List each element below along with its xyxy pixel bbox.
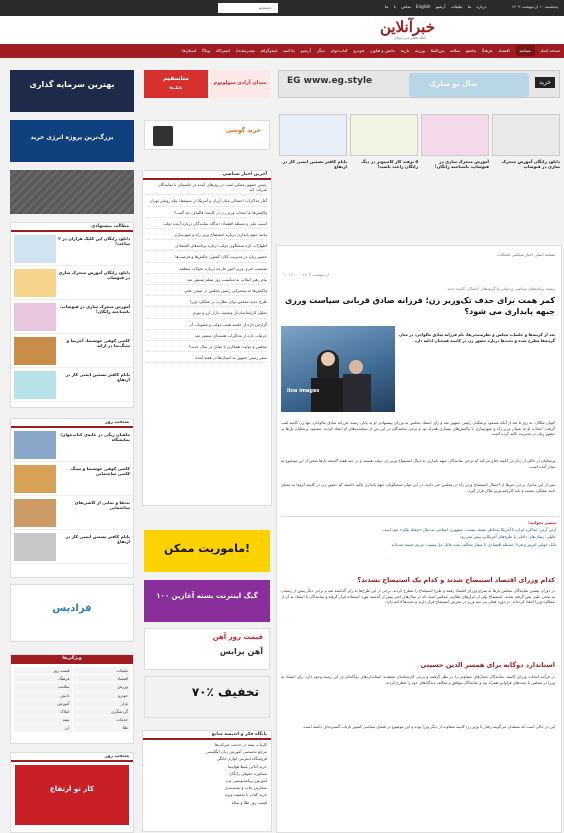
ad-phone-title: خرید گوشی: [225, 127, 261, 134]
resource-link[interactable]: خرید آنلاین بلیط هواپیما: [227, 763, 267, 769]
list-item-title: باتام کافتر تضمین ایمنی کار در ارتفاع: [65, 534, 130, 544]
pick-of-day-box: [10, 418, 134, 578]
card-ad[interactable]: [279, 114, 347, 206]
feature-link[interactable]: املاک: [14, 708, 72, 715]
card-title[interactable]: دانلود رایگان آموزش متحرک سازی در فتوشاپ: [501, 159, 560, 169]
search-input[interactable]: جستجو...: [218, 3, 278, 13]
news-item[interactable]: واکنش‌ها به انتخاب وزیر زن در کابینه؛ قالیباف چه گفت؟: [147, 210, 267, 218]
news-item[interactable]: سفر رئیس جمهور به استان‌ها در هفته آینده: [147, 355, 267, 363]
middle-column: [140, 62, 272, 833]
article-body-3: پس از این ماجرا، برخی خبرها از احتمال استیضاح وزیر راه در مجلس خبر دادند. در این میان سخنگویان جبهه پایداری تاکید داشتند که حضور زن در کابینه لزوما به معنای تایید عملکرد نیست و باید کارنامه وزیر ملاک قرار گیرد.: [281, 482, 555, 493]
section-heading-2: استاندارد دوگانه برای همسر الدین حسینی: [420, 661, 555, 669]
feature-link[interactable]: خدمات: [73, 716, 131, 723]
news-item[interactable]: اظهارات تازه سخنگوی دولت درباره برنامه‌های اقتصادی: [147, 243, 267, 251]
card-image: [279, 114, 347, 156]
article-lead: پیشنه برنامه‌های سیاسی و دولتی با گزینه‌های احتمالی کابینه جدید: [447, 286, 555, 291]
news-item[interactable]: رئیس جمهور ممکن است در روزهای آینده در جلسه‌ای با نمایندگان شرکت کند: [147, 182, 267, 195]
list-item-title: نت‌ها و نمایی از کاشی‌های ساختمانی: [74, 500, 130, 510]
article-photo: [281, 326, 395, 412]
article-body-1: کیوان ملکان: نه روز ۵ بعد از آنکه مسعود پزشکیان رئیس جمهور شد و رای اعتماد مجلس به وزرای پیشنهادی او به پایان رسید، فرزانه صادق مالواجرد تنها زن کابینه لقب گرفت. انتخاب او به عنوان وزیر راه و شهرسازی با واکنش‌های بسیاری همراه بود و برخی نمایندگان در این بین از سیاست‌های او انتقاد کردند. مسعود پزشکیان بارها بر حضور زنان در مدیریت تاکید کرده است.: [281, 420, 555, 437]
nav-item[interactable]: چندرسانه‌ای: [235, 48, 255, 53]
nav-item[interactable]: صفحه اصلی: [540, 48, 560, 53]
ad-rolling[interactable]: میدان آزادی سولوتوم: [210, 70, 270, 98]
main-column: [276, 62, 562, 833]
feature-link[interactable]: بازار: [73, 700, 131, 707]
ad-takhfif[interactable]: ۷۰٪ تخفیف: [144, 676, 270, 718]
related-title: بیشتر بخوانید:: [527, 520, 556, 525]
list-thumb: [14, 499, 56, 527]
resource-link[interactable]: سفارش چاپ و بسته‌بندی: [224, 785, 267, 791]
card-title[interactable]: آموزش متحرک سازی در فتوشاپ، ناشناخته رایگان!: [434, 159, 489, 169]
list-item-title: باتام کافتر تضمین ایمنی کار در ارتفاع: [65, 372, 130, 382]
logo-title: خبرآنلاین: [380, 18, 435, 36]
list-thumb: [14, 533, 56, 561]
section-2-text: در فرآیند انتخاب وزرای کابینه، نمایندگان معیارهای متفاوتی را در نظر گرفتند و برخی کارشناسان معتقدند استانداردهای دوگانه‌ای در این زمینه وجود دارد. رای اعتماد به وزرا در مجلس با بحث‌های فراوانی همراه بود و نمایندگان موافق و مخالف دیدگاه‌های خود را مطرح کردند.: [281, 674, 555, 685]
nav-item[interactable]: اینفوگرافی: [260, 48, 278, 53]
feature-link[interactable]: بیمه: [14, 716, 72, 723]
list-item[interactable]: [11, 428, 133, 462]
links-box: [142, 730, 272, 832]
card-image: [492, 114, 560, 156]
nav-item[interactable]: وبلاگ: [202, 48, 210, 53]
news-item[interactable]: حضور زنان در مدیریت کلان کشور؛ چالش‌ها و فرصت‌ها: [147, 254, 267, 262]
ad-kar[interactable]: کار تو ارتفاع: [15, 765, 129, 825]
main-nav: [0, 44, 564, 58]
eg-banner[interactable]: [278, 70, 560, 98]
news-item[interactable]: پیام رهبر انقلاب به مناسبت روز معلم منتشر شد: [147, 277, 267, 285]
resource-link[interactable]: مرجع تخصصی آموزش زبان انگلیسی: [205, 749, 267, 755]
nav-item[interactable]: جامعه: [465, 48, 477, 53]
news-item[interactable]: امنیت ملی و مسئله اقتصاد؛ دیدگاه نمایندگان درباره آینده دولت: [147, 221, 267, 229]
list-item[interactable]: [11, 334, 133, 368]
list-item-title: دانلود رایگان این کلیک هزاران در ۲ ساعت!: [58, 236, 130, 246]
card-title[interactable]: باتام کافتر تضمین ایمنی کار در ارتفاع: [282, 159, 347, 169]
list-item[interactable]: [11, 232, 133, 266]
news-item[interactable]: طرح جدید مجلس برای نظارت بر عملکرد وزرا: [147, 299, 267, 307]
list-thumb: [14, 235, 56, 263]
nav-item[interactable]: کتاب‌خوانی: [330, 48, 348, 53]
features-heading: ویژگی‌ها: [11, 655, 133, 664]
article-meta: ۱۰ اردیبهشت ۱۴۰۳ - ۱۲:۰۰: [283, 272, 329, 277]
related-box: [281, 516, 559, 568]
list-item[interactable]: [11, 496, 133, 530]
article-body-2: پزشکیان در حالی از زنان در کابینه دفاع می‌کند که برخی نمایندگان جبهه پایداری به دنبال استیضاح وزیر زن دولت هستند و در چند هفته گذشته بارها سخن از این موضوع به میان آمده است.: [281, 458, 555, 469]
suggested-heading: مطالب پیشنهادی: [11, 223, 133, 232]
ad-ahan[interactable]: [144, 628, 270, 670]
nav-item[interactable]: بین‌الملل: [430, 48, 445, 53]
nav-item[interactable]: آرشیو: [300, 48, 311, 53]
news-item[interactable]: تحلیل کارشناسان از وضعیت بازار ارز و تورم: [147, 310, 267, 318]
top-bar: [0, 0, 564, 16]
article-summary: بعد از گزینه‌ها و جلسات مجلس و نظرسنجی‌ها، نام فرزانه صادق مالواجرد در میان گزینه‌ها مطرح شده و بحث‌ها درباره حضور زن در کابینه همچنان ادامه دارد.: [399, 332, 555, 343]
breadcrumb[interactable]: صفحه اصلی اخبار سیاسی انتخابات: [496, 252, 555, 257]
list-item-title: ماهیان رنگی در خانه‌ی کتاب‌خوان؛ نمایشگاه: [60, 432, 130, 442]
pick-of-day-2: [10, 752, 134, 833]
nav-item[interactable]: استان‌ها: [182, 48, 197, 53]
ad-tile[interactable]: [10, 170, 134, 214]
ad-money[interactable]: بزرگ‌ترین پروژه انرژی خرید: [10, 120, 134, 162]
nav-item[interactable]: دیگر: [316, 48, 325, 53]
nav-item[interactable]: ورزش: [415, 48, 425, 53]
ad-ahan-title: قیمت روز آهن: [212, 633, 263, 641]
section-heading-1: کدام وزرای اقتصاد استیضاح شدند و کدام یک استیضاح نشدند؟: [357, 576, 555, 584]
related-link[interactable]: جلیلی: پیمان‌های داخلی با طرح‌های آمریکایی پیش نمی‌رود: [459, 534, 556, 540]
ad-ahan-brand: آهن پرایس: [219, 647, 263, 656]
feature-link[interactable]: قیمت روز: [14, 667, 72, 674]
card-ad[interactable]: [350, 114, 418, 206]
feature-link[interactable]: طلا: [73, 724, 131, 731]
related-link[interactable]: آرتی آرتی: مذاکره ایران با آمریکا به‌خاطر ضعف نیست؛ جمهوری اسلامی به‌دنبال «حفظ بقای» خود است: [382, 527, 556, 533]
list-item-title: دانلود رایگان آموزش متحرک سازی در فتوشاپ: [58, 270, 130, 280]
nav-item[interactable]: اشتراکات: [215, 48, 230, 53]
list-thumb: [14, 337, 56, 365]
top-links[interactable]: تماس با ما English درباره ما تبلیغات آرشیو: [385, 4, 487, 9]
section-3-text: این در حالی است که منتقدان می‌گویند رفتار با وزیر زن کابینه متفاوت از دیگر وزرا بوده و این موضوع در فضای سیاسی کشور بازتاب گسترده‌ای داشته است.: [302, 724, 555, 729]
list-thumb: [14, 431, 56, 459]
ad-farasis[interactable]: فرادیس: [10, 584, 134, 642]
nav-item[interactable]: اقتصاد: [498, 48, 510, 53]
related-link[interactable]: بانک جهانی امروز و فردا: مسئله اقتصادی با شعار مخالف بحث قابل حل نیست؛ مردم خسته شده‌اند: [391, 541, 556, 547]
latest-politics-heading: آخرین اخبار سیاسی: [143, 171, 271, 180]
list-item-title: کاشی کوهی خوشنما، آجرنما و سنگ‌نما در ارائه: [66, 338, 130, 348]
list-item[interactable]: [11, 462, 133, 496]
feature-link[interactable]: اقتصاد: [73, 675, 131, 682]
feature-link[interactable]: فرهنگ: [14, 675, 72, 682]
resource-link[interactable]: خرید کتاب با تخفیف ویژه: [225, 792, 267, 798]
feature-link[interactable]: گردشگری: [73, 708, 131, 715]
resource-link[interactable]: قیمت روز طلا و سکه: [231, 799, 267, 805]
resource-link[interactable]: کاریاب بیمه در خدمت شرکت‌ها: [214, 742, 267, 747]
logo-subtitle: پایگاه تحلیلی خبری ایرانی: [394, 36, 427, 40]
header: [0, 16, 564, 44]
news-item[interactable]: بیانیه جبهه پایداری درباره استیضاح وزیر راه و شهرسازی: [147, 232, 267, 240]
list-item[interactable]: [11, 530, 133, 564]
eg-buy-button[interactable]: خرید: [535, 77, 555, 88]
list-thumb: [14, 371, 56, 399]
resource-link[interactable]: آموزش برنامه‌نویسی وب: [225, 778, 267, 784]
list-item-title: آموزش متحرک سازی در فتوشاپ، ناشناخته رایگان!: [60, 304, 130, 314]
list-thumb: [14, 465, 56, 493]
news-item[interactable]: مجلس و دولت؛ همکاری یا تقابل در سال جدید؟: [147, 344, 267, 352]
article-box: [276, 245, 562, 833]
list-thumb: [14, 303, 56, 331]
card-ad[interactable]: [492, 114, 560, 206]
ad-mamoorit[interactable]: ماموریت ممکن!: [144, 530, 270, 572]
card-image: [350, 114, 418, 156]
ad-saham[interactable]: بهترین سرمایه گذاری: [10, 70, 134, 112]
suggested-box: [10, 222, 134, 408]
feature-link[interactable]: آموزش: [14, 700, 72, 707]
feature-link[interactable]: خودرو: [73, 692, 131, 699]
feature-link[interactable]: ارز: [14, 724, 72, 731]
feature-link[interactable]: سلامت: [14, 683, 72, 690]
ad-sm1-title: متاسفیم: [163, 75, 189, 82]
nav-item[interactable]: پادکست: [283, 48, 295, 53]
list-item-title: کاشی کوهی خوشنما و سنگ کاشی ساختمانی: [71, 466, 130, 476]
card-title[interactable]: ۵ ترفند کار کامپیوتر در دیگ رایگان راحت باشید!: [361, 159, 418, 169]
news-item[interactable]: گزارش تازه از جلسه هیئت دولت و مصوبات آن: [147, 322, 267, 330]
nav-item[interactable]: خودرو: [353, 48, 365, 53]
news-item[interactable]: واکنش‌ها به سخنرانی رئیس مجلس در صحن علنی: [147, 288, 267, 296]
resource-link[interactable]: مشاوره حقوقی رایگان: [229, 770, 267, 776]
pick-of-day-heading: منتخب روز: [11, 419, 133, 428]
list-thumb: [14, 269, 56, 297]
card-ad[interactable]: [421, 114, 489, 206]
news-item[interactable]: نشست خبری وزیر امور خارجه درباره تحولات منطقه: [147, 266, 267, 274]
feature-link[interactable]: دانش: [14, 692, 72, 699]
nav-item[interactable]: فرهنگ: [482, 48, 493, 53]
nav-item[interactable]: سیاست: [516, 45, 535, 56]
nav-item[interactable]: تاریخ: [400, 48, 410, 53]
ad-sm1-sub: بانک‌ها: [169, 85, 183, 90]
links-heading: پایگاه فکر و اندیشه منابع: [143, 731, 271, 740]
nav-item[interactable]: دانش و فناوری: [370, 48, 395, 53]
eg-subtitle: سال نو مبارک: [429, 80, 478, 88]
article-title: کمر همت برای حذف تک‌وزیر زن؛ فرزانه صادق قربانی سیاست ورزی جبهه پایداری می شود؟: [284, 296, 555, 316]
ad-sm1[interactable]: [144, 70, 208, 98]
pick-of-day-2-heading: منتخب روز: [11, 753, 133, 762]
latest-politics-box: [142, 170, 272, 506]
ad-adsl[interactable]: ۱۰۰ گیگ اینترنت بسته آغازین: [144, 580, 270, 622]
ad-phone[interactable]: [144, 120, 270, 150]
date-label: پنجشنبه ۱۰ اردیبهشت ۱۴۰۳: [511, 4, 558, 9]
list-item[interactable]: [11, 368, 133, 402]
news-item[interactable]: آغاز مذاکرات احتمالی میان ایران و آمریکا در مسقط؛ پیام روشن تهران: [147, 198, 267, 206]
section-1-text: در دوران پیشین نمایندگان مجلس بارها به سراغ وزرای اقتصاد رفتند و طرح استیضاح را مطرح کردند. برخی از این طرح‌ها به رای گذاشته شد و برخی دیگر پیش از رسیدن به صحن علنی پس گرفته شدند. استیضاح یکی از ابزارهای نظارتی مجلس است که در سال‌های اخیر بیش از گذشته مورد استفاده قرار گرفته و نمایندگان با استناد به آن از عملکرد وزرا انتقاد کرده‌اند. در دوره فعلی نیز چند وزیر در معرض استیضاح قرار دارند و بحث‌ها ادامه دارد.: [281, 588, 555, 605]
feature-link[interactable]: ورزش: [73, 683, 131, 690]
site-logo[interactable]: [380, 18, 450, 42]
left-column: [8, 62, 136, 833]
resource-link[interactable]: فروشگاه اینترنتی لوازم خانگی: [216, 756, 267, 762]
list-item[interactable]: [11, 300, 133, 334]
eg-title: EG www.eg.style: [287, 76, 373, 86]
features-box: [10, 654, 134, 744]
card-image: [421, 114, 489, 156]
photo-watermark: ilna images: [287, 388, 320, 394]
feature-link[interactable]: تبلیغات: [73, 667, 131, 674]
news-item[interactable]: جزئیات تازه از مذاکرات هسته‌ای منتشر شد: [147, 333, 267, 341]
list-item[interactable]: [11, 266, 133, 300]
nav-item[interactable]: سلامت: [450, 48, 460, 53]
